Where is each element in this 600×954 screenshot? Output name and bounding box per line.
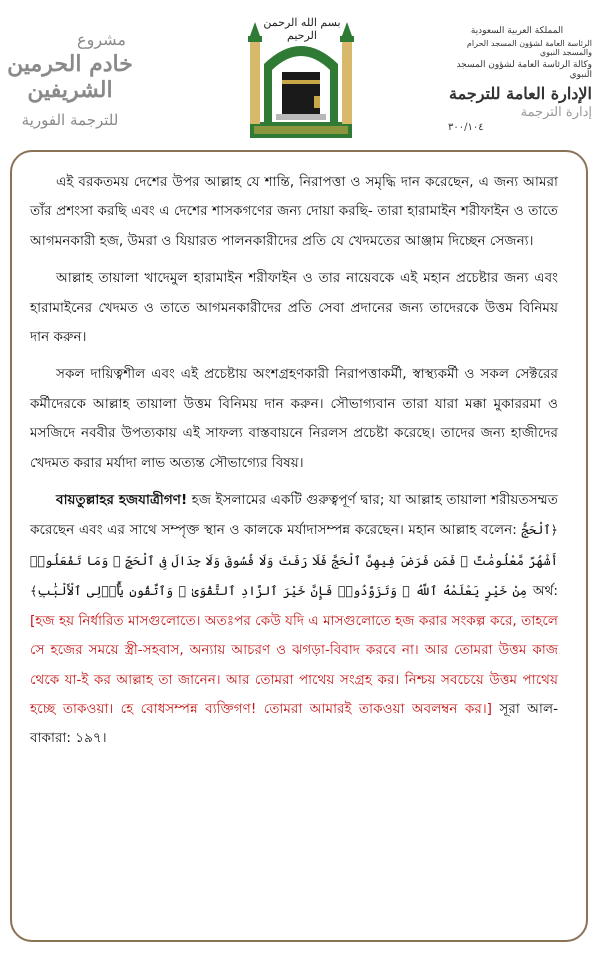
hajj-pilgrims-heading: বায়তুল্লাহর হজযাত্রীগণ!: [56, 492, 188, 509]
surah-reference: সূরা আল-বাকারা: ১৯৭।: [30, 700, 559, 747]
logo-left-line1: مشروع: [77, 30, 126, 49]
right-minaret: [342, 40, 352, 124]
logo-right-line5: إدارة الترجمة: [520, 105, 592, 120]
reference-number: ٣٠٠/١٠٤: [448, 122, 484, 133]
basmala: بسم الله الرحمن الرحيم: [263, 16, 341, 42]
kaaba-icon: [282, 72, 320, 116]
logo-right-line2: الرئاسة العامة لشؤون المسجد الحرام والمسجد النبوي: [466, 39, 592, 57]
meaning-label: অর্থ:: [527, 583, 558, 600]
quran-verse: ﴿ٱلْحَجُّ أَشْهُرٌ مَّعْلُومَٰتٌ ۚ فَمَن فَرَضَ فِيهِنَّ ٱلْحَجَّ فَلَا رَفَثَ وَلَا فُسُوقَ وَلَا جِدَالَ فِى ٱلْحَجِّ ۗ وَمَا تَفْعَلُوا۟ مِنْ خَيْرٍ يَعْلَمْهُ ٱللَّهُ ۗ وَتَزَوَّدُوا۟ فَإِنَّ خَيْرَ ٱلزَّادِ ٱلتَّقْوَىٰ ۚ وَٱتَّقُونِ يَٰٓأُو۟لِى ٱلْأَلْبَٰبِ﴾: [30, 522, 558, 599]
document-body: [30, 168, 558, 762]
paragraph-2: আল্লাহ তায়ালা খাদেমুল হারামাইন শরীফাইন ও তার নায়েবকে এই মহান প্রচেষ্টার জন্য এবং হারামাইনের খেদমত ও তাতে আগমনকারীদের প্রতি সেবা প্রদানের জন্য তাদেরকে উত্তম বিনিময় দান করুন।: [30, 270, 558, 346]
paragraph-4-text: হজ ইসলামের একটি গুরুত্বপূর্ণ দ্বার; যা আল্লাহ তায়ালা শরীয়তসম্মত করেছেন এবং এর সাথে সম্পৃক্ত স্থান ও কালকে মর্যাদাসম্পন্ন করেছেন। মহান আল্লাহ বলেন:: [30, 492, 558, 539]
logo-right-line1: المملكة العربية السعودية: [470, 26, 564, 36]
paragraph-4: [30, 486, 558, 754]
left-minaret: [250, 40, 260, 124]
translation-project-logo: [4, 30, 136, 140]
presidency-logo: [442, 26, 592, 133]
logo-right-line4: الإدارة العامة للترجمة: [449, 84, 592, 103]
logo-right-line3: وكالة الرئاسة العامة لشؤون المسجد النبوي: [456, 60, 592, 80]
logo-left-line3: للترجمة الفورية: [21, 111, 119, 129]
page-header: [0, 0, 600, 160]
paragraph-1: এই বরকতময় দেশের উপর আল্লাহ যে শান্তি, নিরাপত্তা ও সমৃদ্ধি দান করেছেন, এ জন্য আমরা তাঁর প্রশংসা করছি এবং এ দেশের শাসকগণের জন্য দোয়া করছি- তারা হারামাইন শরীফাইন ও তাতে আগমনকারী হজ, উমরা ও যিয়ারত পালনকারীদের প্রতি যে খেদমতের আঞ্জাম দিচ্ছেন সেজন্য।: [30, 174, 558, 249]
logo-left-line2: خادم الحرمين الشريفين: [7, 51, 133, 103]
paragraph-3: সকল দায়িত্বশীল এবং এই প্রচেষ্টায় অংশগ্রহণকারী নিরাপত্তাকর্মী, স্বাস্থ্যকর্মী ও সকল সেক্টরের কর্মীদেরকে আল্লাহ তায়ালা উত্তম বিনিময় দান করুন। সৌভাগ্যবান তারা যারা মক্কা মুকাররমা ও মসজিদে নববীর উপত্যকায় এই সাফল্য বাস্তবায়নে নিরলস প্রচেষ্টা করেছে। তাদের জন্য হাজীদের খেদমত করার মর্যাদা লাভ অত্যন্ত সৌভাগ্যের বিষয়।: [30, 366, 558, 471]
verse-translation: [হজ হয় নির্ধারিত মাসগুলোতে। অতঃপর কেউ যদি এ মাসগুলোতে হজ করার সংকল্প করে, তাহলে সে হজের সময়ে স্ত্রী-সহবাস, অন্যায় আচরণ ও ঝগড়া-বিবাদ করবে না। আর তোমরা উত্তম কাজ থেকে যা-ই কর আল্লাহ তা জানেন। আর তোমরা পাথেয় সংগ্রহ কর। নিশ্চয় সবচেয়ে উত্তম পাথেয় হচ্ছে তাকওয়া। হে বোধসম্পন্ন ব্যক্তিগণ! তোমরা আমারই তাকওয়া অবলম্বন কর।]: [30, 612, 558, 717]
